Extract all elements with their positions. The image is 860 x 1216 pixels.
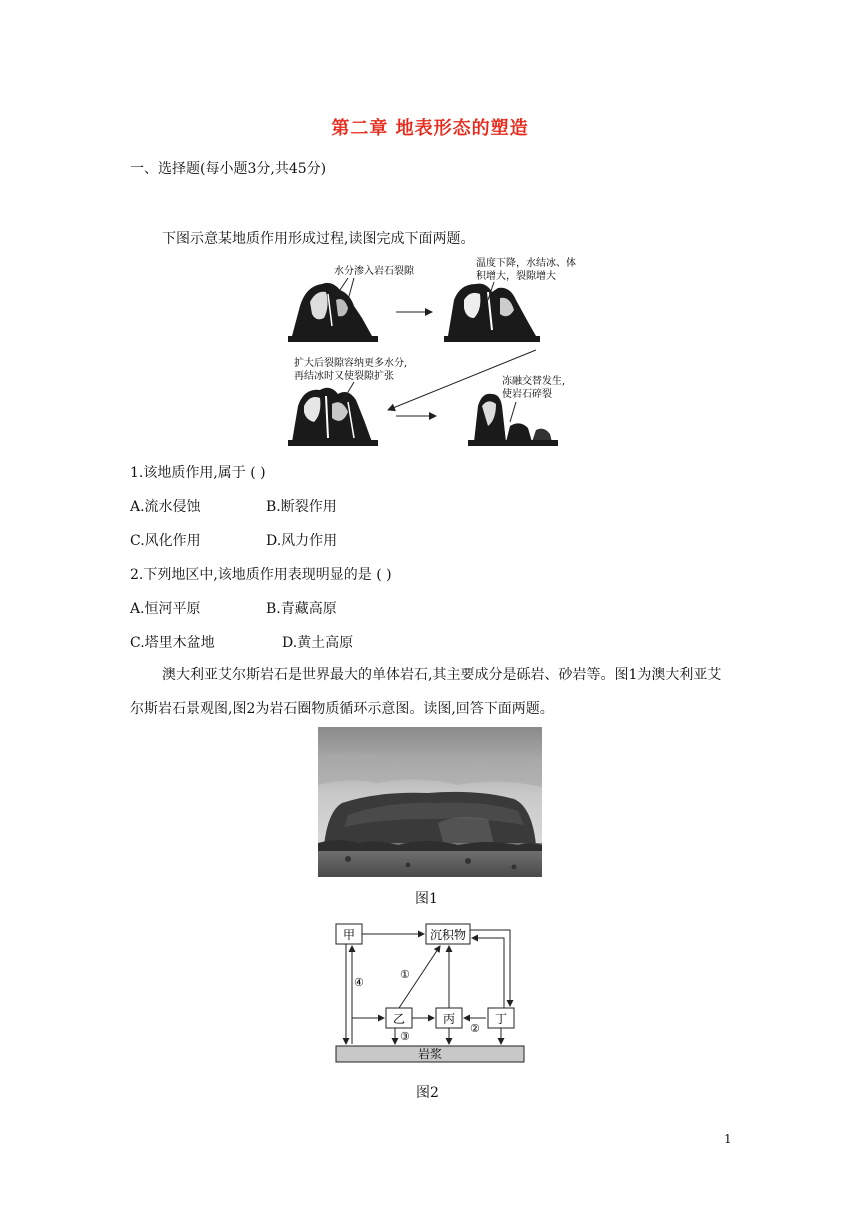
label-stage-4-line2: 使岩石碎裂	[502, 389, 552, 400]
weathering-process-figure	[288, 256, 578, 448]
rock-stage-1	[288, 283, 378, 342]
figure-1-caption: 图1	[415, 891, 438, 907]
q1-option-a: A.流水侵蚀	[130, 499, 201, 515]
label-stage-3-line1: 扩大后裂隙容纳更多水分,	[294, 358, 408, 369]
label-stage-2-line2: 积增大，裂隙增大	[476, 271, 556, 282]
label-jia: 甲	[342, 928, 356, 942]
uluru-photo	[318, 727, 542, 877]
label-arrow-4: ④	[354, 976, 364, 989]
label-arrow-2: ②	[470, 1022, 480, 1035]
q2-option-c: C.塔里木盆地	[130, 635, 215, 651]
question-2-stem: 2.下列地区中,该地质作用表现明显的是 ( )	[130, 567, 392, 583]
label-yi: 乙	[392, 1012, 406, 1026]
rock-stage-4	[468, 394, 558, 446]
q2-option-d: D.黄土高原	[282, 635, 354, 651]
q2-option-a: A.恒河平原	[130, 601, 201, 617]
label-stage-4-line1: 冻融交替发生,	[502, 376, 566, 387]
intro-paragraph-1: 下图示意某地质作用形成过程,读图完成下面两题。	[162, 231, 475, 247]
label-sediment: 沉积物	[429, 928, 467, 942]
page-title: 第二章 地表形态的塑造	[331, 118, 529, 139]
question-1-stem: 1.该地质作用,属于 ( )	[130, 465, 266, 481]
q2-option-b: B.青藏高原	[266, 601, 337, 617]
q1-option-b: B.断裂作用	[266, 499, 337, 515]
label-stage-3-line2: 再结冰时又使裂隙扩张	[294, 371, 394, 382]
intro-paragraph-2: 澳大利亚艾尔斯岩石是世界最大的单体岩石,其主要成分是砾岩、砂岩等。图1为澳大利亚艾尔斯岩石景观图,图2为岩石圈物质循环示意图。读图,回答下面两题。	[130, 667, 722, 717]
label-ding: 丁	[494, 1012, 508, 1026]
section-heading: 一、选择题(每小题3分,共45分)	[130, 161, 327, 177]
label-arrow-1: ①	[400, 968, 410, 981]
rock-cycle-diagram	[332, 918, 528, 1068]
label-magma: 岩浆	[417, 1047, 443, 1061]
rock-stage-2	[444, 284, 540, 342]
q1-option-c: C.风化作用	[130, 533, 201, 549]
figure-2-caption: 图2	[416, 1085, 439, 1101]
label-bing: 丙	[442, 1012, 456, 1026]
label-stage-2-line1: 温度下降，水结冰、体	[476, 258, 576, 269]
label-stage-1: 水分渗入岩石裂隙	[334, 266, 414, 277]
page-number: 1	[724, 1132, 732, 1146]
q1-option-d: D.风力作用	[266, 533, 338, 549]
rock-stage-3	[288, 388, 378, 446]
label-arrow-3: ③	[400, 1030, 410, 1043]
